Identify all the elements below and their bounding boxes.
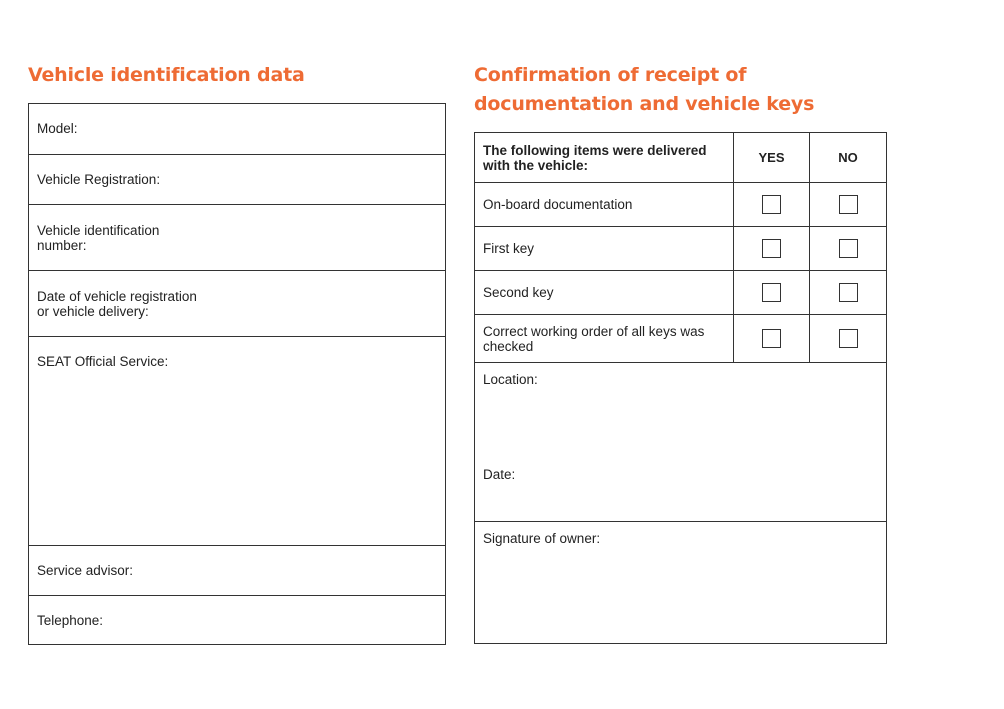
telephone-label: Telephone: bbox=[37, 613, 104, 628]
official-service-field[interactable] bbox=[29, 336, 445, 545]
vehicle-registration-label: Vehicle Registration: bbox=[37, 172, 161, 187]
no-header: NO bbox=[838, 150, 858, 165]
table-header-row bbox=[475, 133, 886, 182]
first-key-yes-checkbox[interactable] bbox=[762, 239, 781, 258]
receipt-confirmation-heading: Confirmation of receipt of documentation and vehicle keys bbox=[474, 64, 815, 115]
location-date-field[interactable] bbox=[475, 362, 886, 521]
item-label: On-board documentation bbox=[475, 183, 734, 226]
table-row bbox=[475, 270, 886, 314]
telephone-field[interactable] bbox=[29, 595, 445, 644]
model-field[interactable] bbox=[29, 104, 445, 154]
table-row bbox=[475, 182, 886, 226]
second-key-yes-checkbox[interactable] bbox=[762, 283, 781, 302]
registration-date-label: Date of vehicle registration or vehicle delivery: bbox=[37, 289, 197, 319]
vehicle-identification-table bbox=[28, 103, 446, 645]
onboard-docs-no-checkbox[interactable] bbox=[839, 195, 858, 214]
date-label: Date: bbox=[483, 467, 516, 482]
items-header-label: The following items were delivered with the vehicle: bbox=[475, 133, 734, 182]
vehicle-registration-field[interactable] bbox=[29, 154, 445, 204]
item-label: Correct working order of all keys was checked bbox=[475, 315, 734, 362]
service-advisor-field[interactable] bbox=[29, 545, 445, 595]
official-service-label: SEAT Official Service: bbox=[37, 354, 169, 369]
receipt-confirmation-table bbox=[474, 132, 887, 644]
vehicle-identification-heading: Vehicle identification data bbox=[28, 64, 305, 86]
yes-header: YES bbox=[734, 133, 810, 182]
keys-checked-yes-checkbox[interactable] bbox=[762, 329, 781, 348]
service-advisor-label: Service advisor: bbox=[37, 563, 134, 578]
first-key-no-checkbox[interactable] bbox=[839, 239, 858, 258]
second-key-no-checkbox[interactable] bbox=[839, 283, 858, 302]
owner-signature-label: Signature of owner: bbox=[483, 531, 601, 546]
keys-checked-no-checkbox[interactable] bbox=[839, 329, 858, 348]
item-label: Second key bbox=[475, 271, 734, 314]
location-label: Location: bbox=[483, 372, 538, 387]
table-row bbox=[475, 314, 886, 362]
model-label: Model: bbox=[37, 121, 78, 136]
onboard-docs-yes-checkbox[interactable] bbox=[762, 195, 781, 214]
vin-label: Vehicle identification number: bbox=[37, 223, 160, 253]
registration-date-field[interactable] bbox=[29, 270, 445, 336]
vin-field[interactable] bbox=[29, 204, 445, 270]
owner-signature-field[interactable] bbox=[475, 521, 886, 643]
table-row bbox=[475, 226, 886, 270]
item-label: First key bbox=[475, 227, 734, 270]
